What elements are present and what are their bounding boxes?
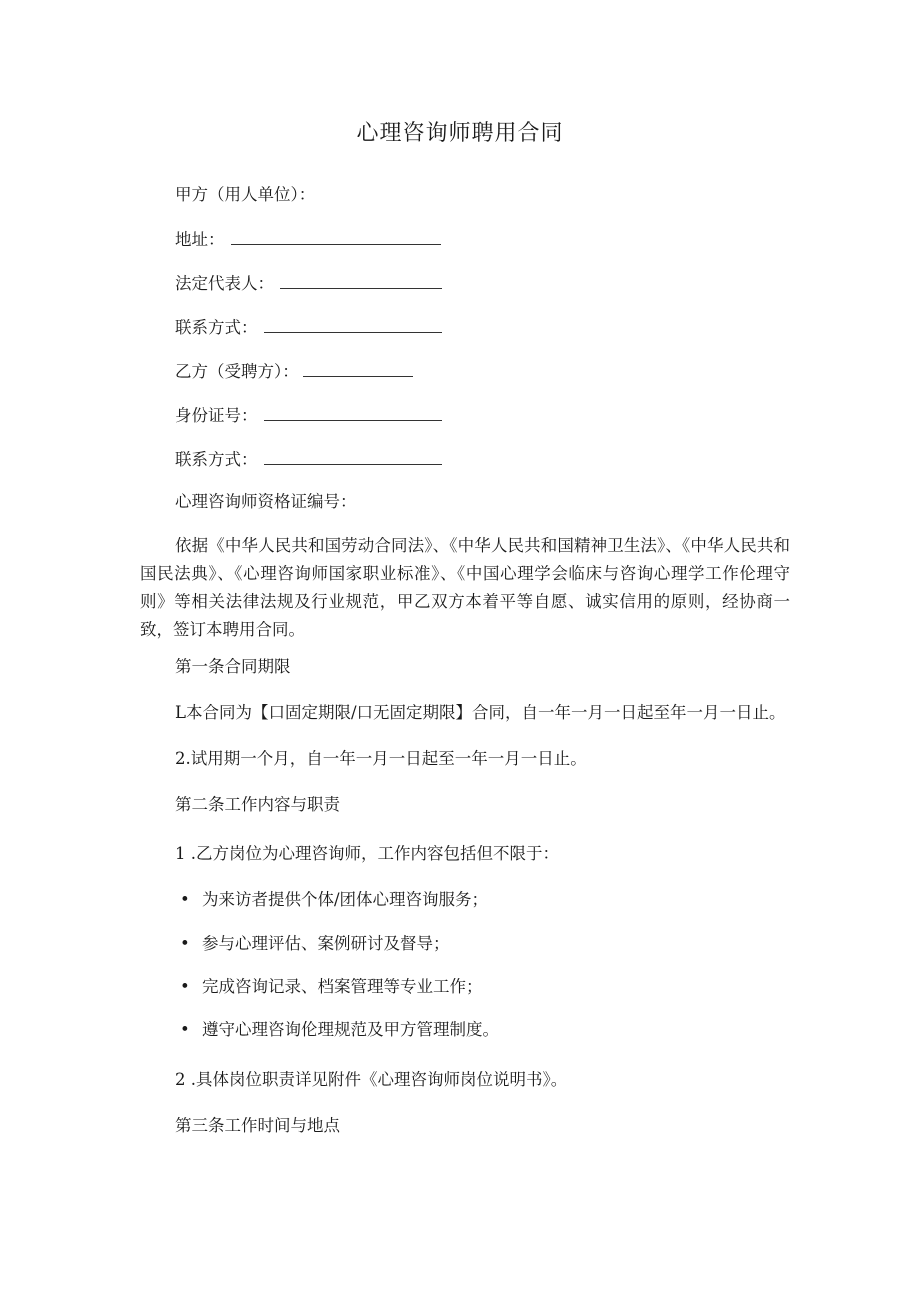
article1-item1: L本合同为【口固定期限/口无固定期限】合同，自一年一月一日起至年一月一日止。 xyxy=(175,703,786,722)
id-field xyxy=(175,404,442,427)
legal-rep-field xyxy=(175,272,442,295)
contact-a-label: 联系方式： xyxy=(175,318,258,337)
contact-b-field xyxy=(175,448,442,471)
bullet-text: 遵守心理咨询伦理规范及甲方管理制度。 xyxy=(202,1020,499,1039)
bullet-icon: • xyxy=(180,977,190,996)
document-title: 心理咨询师聘用合同 xyxy=(356,121,564,146)
id-label: 身份证号： xyxy=(175,406,258,425)
bullet-list-item xyxy=(180,1019,499,1041)
article2-title: 第二条工作内容与职责 xyxy=(175,795,340,814)
intro-paragraph: 依据《中华人民共和国劳动合同法》、《中华人民共和国精神卫生法》、《中华人民共和国民法典》、《心理咨询师国家职业标准》、《中国心理学会临床与咨询心理学工作伦理守则》等相关法律法规及行业规范，甲乙双方本着平等自愿、诚实信用的原则，经协商一致，签订本聘用合同。 xyxy=(140,536,790,639)
article1-item2: 2.试用期一个月，自一年一月一日起至一年一月一日止。 xyxy=(175,749,587,768)
address-label: 地址： xyxy=(175,230,225,249)
article2-item1: 1 .乙方岗位为心理咨询师，工作内容包括但不限于： xyxy=(175,844,559,863)
id-blank-line[interactable] xyxy=(264,404,442,421)
cert-label: 心理咨询师资格证编号： xyxy=(175,492,357,511)
address-field xyxy=(175,228,441,251)
bullet-text: 参与心理评估、案例研讨及督导； xyxy=(202,934,450,953)
cert-field xyxy=(175,491,357,513)
article3-title: 第三条工作时间与地点 xyxy=(175,1116,340,1135)
party-a-field xyxy=(175,184,315,206)
party-a-label: 甲方（用人单位）： xyxy=(175,185,316,204)
article1-title: 第一条合同期限 xyxy=(175,657,291,676)
bullet-list-item xyxy=(180,889,488,911)
bullet-text: 完成咨询记录、档案管理等专业工作； xyxy=(202,977,483,996)
contact-a-blank-line[interactable] xyxy=(264,316,442,333)
party-b-blank-line[interactable] xyxy=(303,360,413,377)
article2-item2: 2 .具体岗位职责详见附件《心理咨询师岗位说明书》。 xyxy=(175,1070,568,1089)
legal-rep-label: 法定代表人： xyxy=(175,274,274,293)
contact-a-field xyxy=(175,316,442,339)
legal-rep-blank-line[interactable] xyxy=(280,272,442,289)
bullet-text: 为来访者提供个体/团体心理咨询服务； xyxy=(202,890,489,909)
contact-b-label: 联系方式： xyxy=(175,450,258,469)
bullet-icon: • xyxy=(180,890,190,909)
contact-b-blank-line[interactable] xyxy=(264,448,442,465)
party-b-label: 乙方（受聘方）： xyxy=(175,362,299,381)
bullet-icon: • xyxy=(180,934,190,953)
bullet-list-item xyxy=(180,933,450,955)
bullet-list-item xyxy=(180,976,483,998)
party-b-field xyxy=(175,360,413,383)
address-blank-line[interactable] xyxy=(231,228,441,245)
bullet-icon: • xyxy=(180,1020,190,1039)
